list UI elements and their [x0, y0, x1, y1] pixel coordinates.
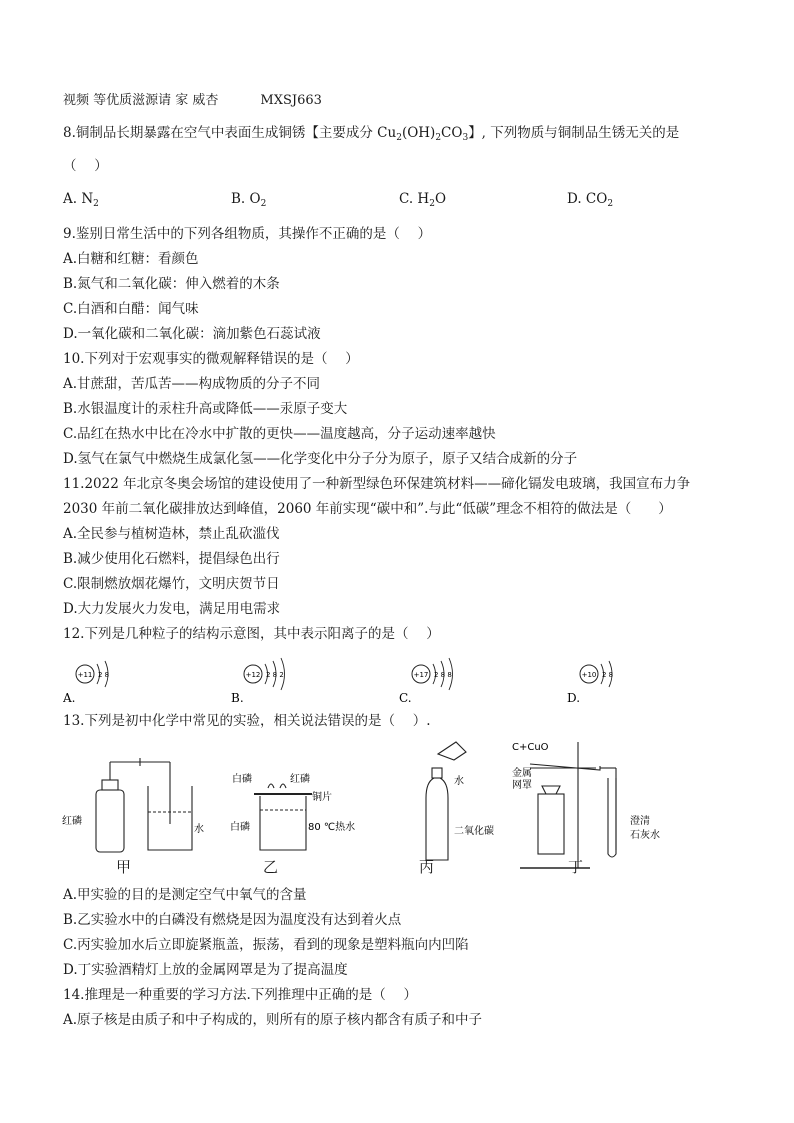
atom-a-letter: A.: [63, 691, 76, 705]
q10-stem: 10.下列对于宏观事实的微观解释错误的是（ ）: [63, 351, 359, 367]
q11-option-b: B.减少使用化石燃料，提倡绿色出行: [63, 551, 280, 567]
q8-option-c: C. $H_2O$: [399, 191, 447, 209]
label-hongling-top: 红磷: [290, 774, 310, 785]
q9-option-c: C.白酒和白醋：闻气味: [63, 301, 199, 317]
atom-a-nucleus: +11: [77, 671, 93, 679]
q13-experiment-figure: [60, 738, 660, 884]
q13-option-a: A.甲实验的目的是测定空气中氧气的含量: [63, 887, 307, 903]
label-reshui: 80 ℃热水: [308, 822, 356, 833]
label-tongpian: 铜片: [312, 792, 332, 803]
q9-stem: 9.鉴别日常生活中的下列各组物质，其操作不正确的是（ ）: [63, 226, 432, 242]
q8-option-d: D. $CO_2$: [567, 191, 614, 209]
label-bailin-water: 白磷: [230, 822, 250, 833]
atom-c-shells: 2 8 8: [434, 671, 452, 679]
label-wangzhao: 网罩: [512, 780, 532, 791]
atom-c-nucleus: +17: [413, 671, 429, 679]
label-water-jia: 水: [194, 824, 204, 835]
q10-option-d: D.氢气在氯气中燃烧生成氯化氢——化学变化中分子分为原子，原子又结合成新的分子: [63, 451, 578, 467]
q11-stem-line2: 2030 年前二氧化碳排放达到峰值，2060 年前实现“碳中和”.与此“低碳”理念不相符的做法是（ ）: [63, 501, 672, 517]
figure-label-yi: 乙: [263, 858, 279, 876]
q8-option-a: A. $N_2$: [63, 191, 99, 209]
atom-b-nucleus: +12: [245, 671, 261, 679]
figure-label-ding: 丁: [568, 858, 584, 876]
q13-option-d: D.丁实验酒精灯上放的金属网罩是为了提高温度: [63, 962, 348, 978]
page-header: [63, 92, 322, 110]
label-hongling: 红磷: [62, 816, 82, 827]
q11-option-a: A.全民参与植树造林，禁止乱砍滥伐: [63, 526, 280, 542]
atom-b-shells: 2 8 2: [266, 671, 284, 679]
atom-a-shells: 2 8: [98, 671, 110, 679]
atom-diagram-a: [63, 650, 143, 708]
q9-option-a: A.白糖和红糖：看颜色: [63, 251, 199, 267]
q8-paren: （ ）: [63, 158, 108, 174]
figure-label-jia: 甲: [116, 858, 132, 876]
q14-option-a: A.原子核是由质子和中子构成的，则所有的原子核内都含有质子和中子: [63, 1012, 483, 1028]
q10-option-a: A.甘蔗甜，苦瓜苦——构成物质的分子不同: [63, 376, 321, 392]
q12-stem: 12.下列是几种粒子的结构示意图，其中表示阳离子的是（ ）: [63, 626, 440, 642]
atom-b-letter: B.: [231, 691, 244, 705]
q11-option-d: D.大力发展火力发电，满足用电需求: [63, 601, 281, 617]
label-bailin-top: 白磷: [232, 774, 252, 785]
label-water-bing: 水: [454, 776, 464, 787]
q13-stem: 13.下列是初中化学中常见的实验，相关说法错误的是（ ）.: [63, 713, 431, 729]
label-shihui: 石灰水: [630, 830, 660, 841]
q11-stem-line1: 11.2022 年北京冬奥会场馆的建设使用了一种新型绿色环保建筑材料——碲化镉发电玻璃，我国宣布力争: [63, 476, 691, 492]
q11-option-c: C.限制燃放烟花爆竹，文明庆贺节日: [63, 576, 280, 592]
atom-d-letter: D.: [567, 691, 581, 705]
label-chengqing: 澄清: [630, 816, 650, 827]
q10-option-c: C.品红在热水中比在冷水中扩散的更快——温度越高，分子运动速率越快: [63, 426, 496, 442]
header-code: MXSJ663: [260, 93, 322, 108]
q8-stem: 8.铜制品长期暴露在空气中表面生成铜锈【主要成分 $Cu_2(OH)_2CO_3$】, 下列物质与铜制品生锈无关的是: [63, 125, 680, 143]
atom-d-nucleus: +10: [581, 671, 597, 679]
q10-option-b: B.水银温度计的汞柱升高或降低——汞原子变大: [63, 401, 348, 417]
atom-diagram-c: [399, 650, 489, 708]
atom-c-letter: C.: [399, 691, 412, 705]
q13-option-c: C.丙实验加水后立即旋紧瓶盖，振荡，看到的现象是塑料瓶向内凹陷: [63, 937, 469, 953]
label-co2: 二氧化碳: [454, 826, 494, 837]
q9-option-b: B.氮气和二氧化碳：伸入燃着的木条: [63, 276, 280, 292]
q8-option-b: B. $O_2$: [231, 191, 267, 209]
header-watermark-text: 视频 等优质滋源请 家 威杏: [63, 93, 219, 108]
atom-diagram-b: [231, 650, 321, 708]
atom-diagram-d: [567, 650, 647, 708]
label-jinshu: 金属: [512, 768, 532, 779]
atom-d-shells: 2 8: [602, 671, 614, 679]
q14-stem: 14.推理是一种重要的学习方法.下列推理中正确的是（ ）: [63, 987, 418, 1003]
label-c-cuo: C+CuO: [512, 742, 549, 753]
q13-option-b: B.乙实验水中的白磷没有燃烧是因为温度没有达到着火点: [63, 912, 402, 928]
figure-label-bing: 丙: [419, 858, 435, 876]
q9-option-d: D.一氧化碳和二氧化碳：滴加紫色石蕊试液: [63, 326, 321, 342]
